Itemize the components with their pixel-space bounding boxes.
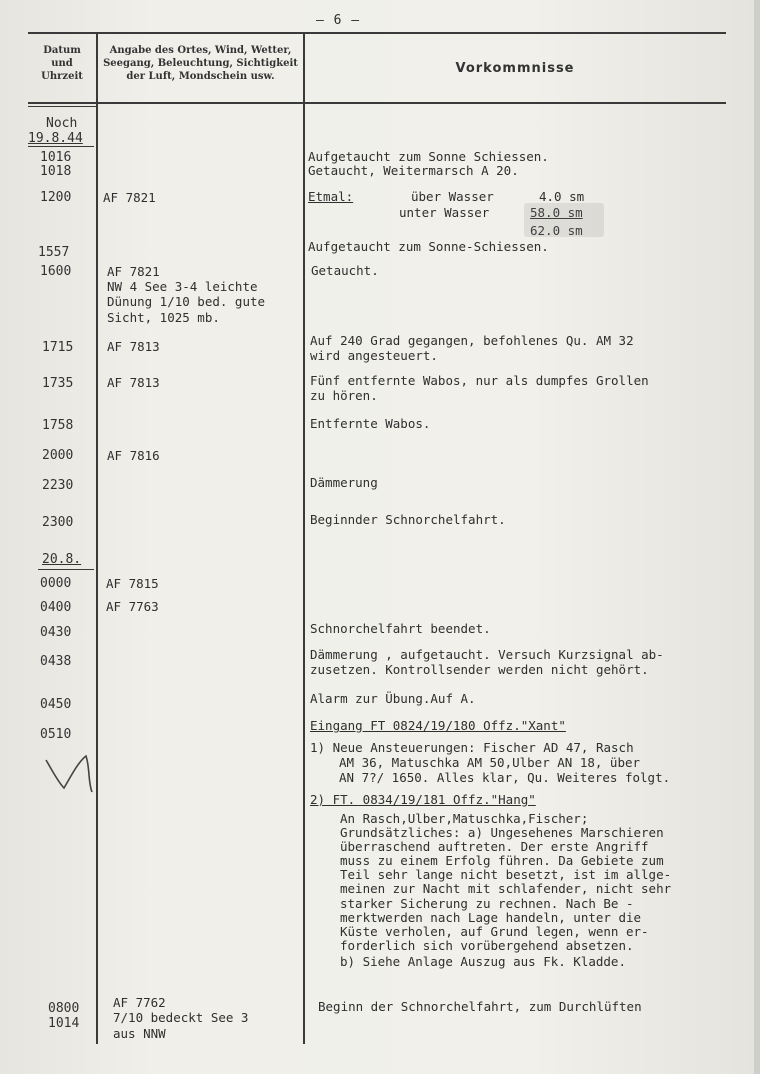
page-number: — 6 — <box>316 13 361 28</box>
ft-2-line-i: Küste verholen, auf Grund legen, wenn er- <box>340 924 649 939</box>
time-1016: 1016 <box>40 150 72 165</box>
event-1018: Getaucht, Weitermarsch A 20. <box>308 163 519 178</box>
ft-2-line-g: starker Sicherung zu rechnen. Nach Be - <box>340 896 634 911</box>
time-0450: 0450 <box>40 697 72 712</box>
ft-1-line1: 1) Neue Ansteuerungen: Fischer AD 47, Rasch <box>310 740 634 755</box>
column-divider-1 <box>96 32 98 1044</box>
header-bottom-rule <box>28 102 726 104</box>
weather-1600-line1: NW 4 See 3-4 leichte <box>107 279 258 294</box>
time-0430: 0430 <box>40 625 72 640</box>
ft-2-line-c: überraschend auftreten. Der erste Angriff <box>340 839 649 854</box>
etmal-over-label: über Wasser <box>411 189 494 204</box>
time-2000: 2000 <box>42 448 74 463</box>
event-1557: Aufgetaucht zum Sonne-Schiessen. <box>308 239 549 254</box>
etmal-under-value: 58.0 sm <box>530 205 583 220</box>
event-1715-line2: wird angesteuert. <box>310 348 438 363</box>
ft-2-line-e: Teil sehr lange nicht besetzt, ist im allge- <box>340 867 672 882</box>
ft-1-line2: AM 36, Matuschka AM 50,Ulber AN 18, über <box>339 755 641 770</box>
time-1758: 1758 <box>42 418 74 433</box>
date-underline-2 <box>38 569 94 570</box>
weather-0800-line2: aus NNW <box>113 1026 166 1041</box>
header-ort-line3: der Luft, Mondschein usw. <box>126 71 275 82</box>
ft-2-line-k: b) Siehe Anlage Auszug aus Fk. Kladde. <box>340 954 626 969</box>
header-vorkommnisse: Vorkommnisse <box>455 61 575 76</box>
header-top-rule <box>28 32 726 34</box>
header-datum-line2: und <box>51 58 73 69</box>
time-1600: 1600 <box>40 264 72 279</box>
ft-2-line-f: meinen zur Nacht mit schlafender, nicht sehr <box>340 881 672 896</box>
pos-1200: AF 7821 <box>103 190 156 205</box>
time-0400: 0400 <box>40 600 72 615</box>
ft-2-line-a: An Rasch,Ulber,Matuschka,Fischer; <box>340 811 589 826</box>
pos-1715: AF 7813 <box>107 339 160 354</box>
event-1758: Entfernte Wabos. <box>310 416 431 431</box>
ft-2-line-h: merktwerden nach Lage handeln, unter die <box>340 910 642 925</box>
date-19-8-44: 19.8.44 <box>28 131 83 146</box>
etmal-over-value: 4.0 sm <box>539 189 585 204</box>
etmal-total: 62.0 sm <box>530 223 583 238</box>
pos-2000: AF 7816 <box>107 448 160 463</box>
event-0510: Eingang FT 0824/19/180 Offz."Xant" <box>310 718 566 733</box>
time-1200: 1200 <box>40 190 72 205</box>
time-1715: 1715 <box>42 340 74 355</box>
handwritten-check-mark <box>42 748 102 798</box>
event-0800: Beginn der Schnorchelfahrt, zum Durchlüften <box>318 999 642 1014</box>
ft-2-line-j: forderlich sich vorübergehend absetzen. <box>340 938 634 953</box>
time-0800: 0800 <box>48 1001 80 1016</box>
header-bottom-rule-2 <box>28 106 98 107</box>
time-1018: 1018 <box>40 164 72 179</box>
header-datum-line1: Datum <box>43 45 81 56</box>
time-0438: 0438 <box>40 654 72 669</box>
time-0510: 0510 <box>40 727 72 742</box>
column-divider-2 <box>303 32 305 1044</box>
event-0450: Alarm zur Übung.Auf A. <box>310 691 476 706</box>
header-ort-line2: Seegang, Beleuchtung, Sichtigkeit <box>103 58 298 69</box>
pos-0800: AF 7762 <box>113 995 166 1010</box>
etmal-label: Etmal: <box>308 189 354 204</box>
pos-0400: AF 7763 <box>106 599 159 614</box>
time-1014: 1014 <box>48 1016 80 1031</box>
page-edge <box>754 0 760 1074</box>
date-20-8: 20.8. <box>42 552 82 567</box>
event-0438-line1: Dämmerung , aufgetaucht. Versuch Kurzsignal ab- <box>310 647 664 662</box>
date-noch: Noch <box>46 116 78 131</box>
ft-2-line-d: muss zu einem Erfolg führen. Da Gebiete zum <box>340 853 664 868</box>
weather-1600-line3: Sicht, 1025 mb. <box>107 310 220 325</box>
weather-1600-line2: Dünung 1/10 bed. gute <box>107 294 266 309</box>
event-1016: Aufgetaucht zum Sonne Schiessen. <box>308 149 549 164</box>
smudge <box>524 203 604 237</box>
time-2230: 2230 <box>42 478 74 493</box>
pos-1735: AF 7813 <box>107 375 160 390</box>
event-2230: Dämmerung <box>310 475 378 490</box>
time-1735: 1735 <box>42 376 74 391</box>
pos-0000: AF 7815 <box>106 576 159 591</box>
header-datum-line3: Uhrzeit <box>41 71 83 82</box>
date-underline-1 <box>28 146 94 147</box>
ft-1-line3: AN 7?/ 1650. Alles klar, Qu. Weiteres folgt. <box>339 770 671 785</box>
event-1715-line1: Auf 240 Grad gegangen, befohlenes Qu. AM 32 <box>310 333 634 348</box>
event-1600: Getaucht. <box>311 263 379 278</box>
weather-0800-line1: 7/10 bedeckt See 3 <box>113 1010 249 1025</box>
event-1735-line1: Fünf entfernte Wabos, nur als dumpfes Grollen <box>310 373 649 388</box>
time-0000: 0000 <box>40 576 72 591</box>
ft-2-line-b: Grundsätzliches: a) Ungesehenes Marschieren <box>340 825 664 840</box>
ft-2-title: 2) FT. 0834/19/181 Offz."Hang" <box>310 792 536 807</box>
etmal-under-label: unter Wasser <box>399 205 490 220</box>
event-1735-line2: zu hören. <box>310 388 378 403</box>
event-0438-line2: zusetzen. Kontrollsender werden nicht gehört. <box>310 662 649 677</box>
time-2300: 2300 <box>42 515 74 530</box>
header-ort-line1: Angabe des Ortes, Wind, Wetter, <box>109 45 292 56</box>
header-ort <box>99 44 302 83</box>
event-2300: Beginnder Schnorchelfahrt. <box>310 512 506 527</box>
pos-1600: AF 7821 <box>107 264 160 279</box>
time-1557: 1557 <box>38 245 70 260</box>
event-0430: Schnorchelfahrt beendet. <box>310 621 491 636</box>
header-datum <box>30 44 94 83</box>
